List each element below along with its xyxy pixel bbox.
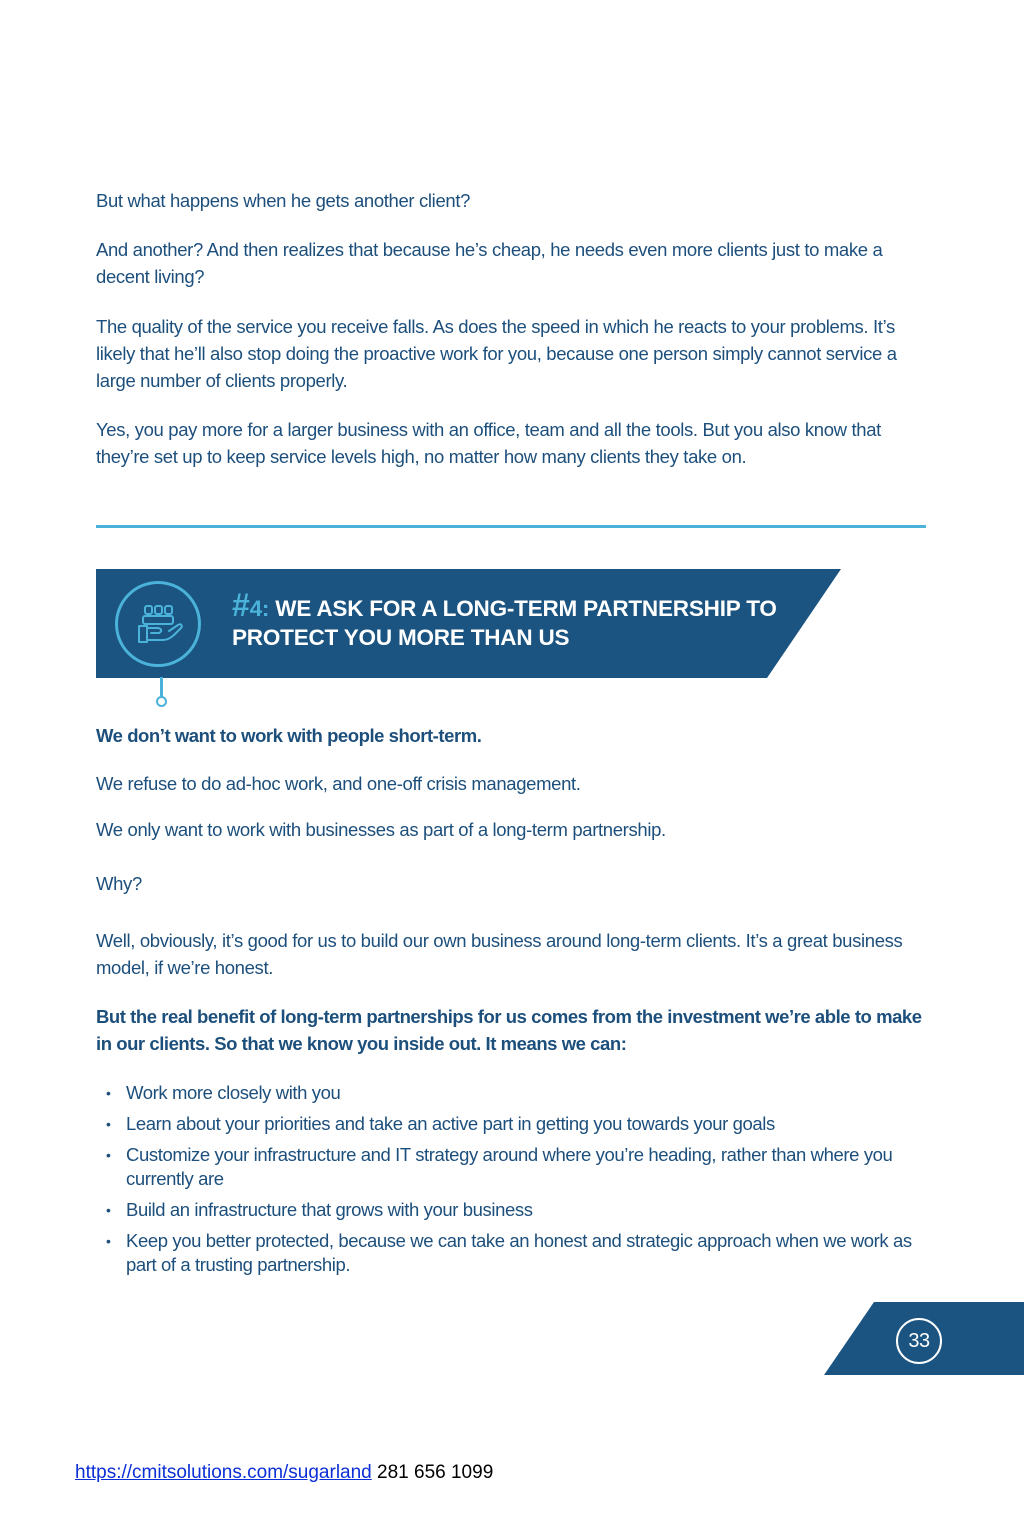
bullet-icon: • [106, 1116, 111, 1132]
page-number: 33 [896, 1318, 942, 1364]
bullet-icon: • [106, 1147, 111, 1163]
bullet-icon: • [106, 1085, 111, 1101]
section-title [232, 587, 792, 652]
list-item-text: Build an infrastructure that grows with your business [126, 1199, 533, 1220]
list-item [104, 1081, 924, 1105]
bullet-list [104, 1081, 924, 1284]
website-link[interactable]: https://cmitsolutions.com/sugarland [75, 1462, 372, 1483]
list-item-text: Work more closely with you [126, 1082, 341, 1103]
bullet-icon: • [106, 1233, 111, 1249]
hand-holding-team-icon [137, 604, 185, 648]
list-item [104, 1198, 924, 1222]
list-item-text: Customize your infrastructure and IT strategy around where you’re heading, rather than where you currently are [126, 1144, 893, 1189]
bold-paragraph: We don’t want to work with people short-term. [96, 725, 482, 746]
list-item-text: Keep you better protected, because we can take an honest and strategic approach when we work as part of a trusting partnership. [126, 1230, 912, 1275]
list-item-text: Learn about your priorities and take an active part in getting you towards your goals [126, 1113, 775, 1134]
section-number: 4: [249, 596, 270, 621]
banner-connector-dot [156, 696, 167, 707]
paragraph: Yes, you pay more for a larger business with an office, team and all the tools. But you also know that they’re set up to keep service levels high, no matter how many clients they take on. [96, 419, 881, 467]
paragraph: We refuse to do ad-hoc work, and one-off crisis management. [96, 773, 581, 794]
footer [75, 1462, 493, 1484]
paragraph: Why? [96, 873, 142, 894]
list-item [104, 1112, 924, 1136]
list-item [104, 1143, 924, 1191]
paragraph: Well, obviously, it’s good for us to build our own business around long-term clients. It’s a great business model, if we’re honest. [96, 930, 903, 978]
section-banner [96, 569, 841, 678]
list-item [104, 1229, 924, 1277]
section-title-text: WE ASK FOR A LONG-TERM PARTNERSHIP TO PROTECT YOU MORE THAN US [232, 596, 777, 650]
paragraph: The quality of the service you receive falls. As does the speed in which he reacts to your problems. It’s likely that he’ll also stop doing the proactive work for you, because one person simply cannot service a large number of clients properly. [96, 316, 897, 391]
section-icon-circle [115, 581, 201, 667]
phone-number: 281 656 1099 [371, 1462, 494, 1483]
section-hash: # [232, 587, 250, 623]
bold-paragraph: But the real benefit of long-term partnerships for us comes from the investment we’re able to make in our clients. So that we know you inside out. It means we can: [96, 1006, 922, 1054]
banner-connector-line [160, 677, 163, 697]
section-divider [96, 525, 926, 528]
paragraph: We only want to work with businesses as part of a long-term partnership. [96, 819, 666, 840]
bullet-icon: • [106, 1202, 111, 1218]
paragraph: And another? And then realizes that because he’s cheap, he needs even more clients just to make a decent living? [96, 239, 883, 287]
paragraph: But what happens when he gets another client? [96, 190, 471, 211]
